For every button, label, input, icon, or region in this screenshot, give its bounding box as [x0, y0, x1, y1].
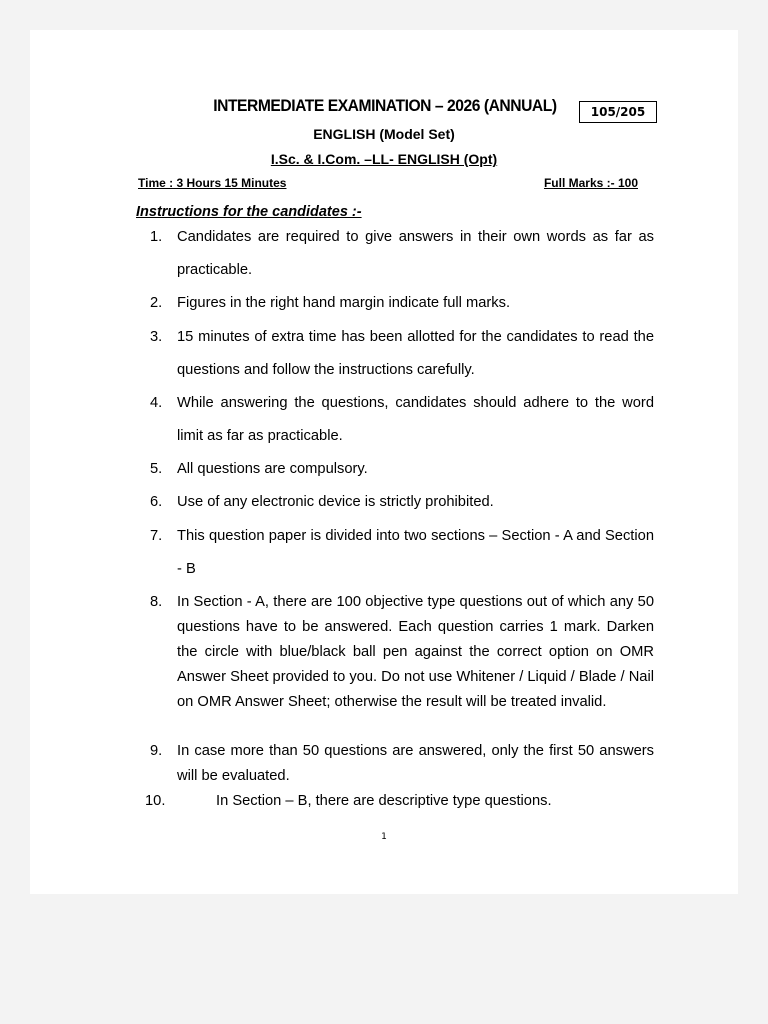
- instructions-heading: Instructions for the candidates :-: [136, 204, 362, 220]
- list-item-number: 8.: [150, 594, 163, 610]
- full-marks: Full Marks :- 100: [543, 176, 638, 190]
- list-item-number: 3.: [150, 329, 163, 345]
- list-item-text: In Section – B, there are descriptive type questions.: [216, 793, 552, 809]
- list-item-text: In Section - A, there are 100 objective type questions out of which any 50 questions have to be answered. Each question carries 1 mark. Darken the circle with blue/black ball pen against the correct option on OMR Answer Sheet provided to you. Do not use Whitener / Liquid / Blade / Nail on OMR Answer Sheet; otherwise the result will be treated invalid.: [177, 594, 654, 710]
- list-item-number: 6.: [150, 494, 163, 510]
- list-item-number: 9.: [150, 743, 163, 759]
- list-item-text: Figures in the right hand margin indicate full marks.: [177, 295, 511, 311]
- list-item-text: This question paper is divided into two sections – Section - A and Section - B: [177, 528, 654, 577]
- page-number: 1: [381, 832, 387, 842]
- course-title: I.Sc. & I.Com. –LL- ENGLISH (Opt): [270, 151, 498, 167]
- paper-code-box: 105/205: [579, 101, 657, 123]
- list-item-text: 15 minutes of extra time has been allotted for the candidates to read the questions and follow the instructions carefully.: [177, 329, 654, 378]
- list-item-text: All questions are compulsory.: [177, 461, 368, 477]
- list-item-number: 10.: [145, 793, 166, 809]
- list-item-number: 5.: [150, 461, 163, 477]
- list-item-text: While answering the questions, candidates should adhere to the word limit as far as practicable.: [177, 395, 654, 444]
- list-item-number: 1.: [150, 229, 163, 245]
- exam-page: [30, 30, 738, 894]
- list-item-text: In case more than 50 questions are answered, only the first 50 answers will be evaluated.: [177, 743, 654, 784]
- list-item-text: Use of any electronic device is strictly prohibited.: [177, 494, 494, 510]
- subject-title: ENGLISH (Model Set): [313, 126, 455, 142]
- list-item-text: Candidates are required to give answers in their own words as far as practicable.: [177, 229, 654, 278]
- exam-title: INTERMEDIATE EXAMINATION – 2026 (ANNUAL): [213, 96, 557, 115]
- exam-duration: Time : 3 Hours 15 Minutes: [138, 176, 287, 190]
- list-item-number: 7.: [150, 528, 163, 544]
- list-item-number: 2.: [150, 295, 163, 311]
- list-item-number: 4.: [150, 395, 163, 411]
